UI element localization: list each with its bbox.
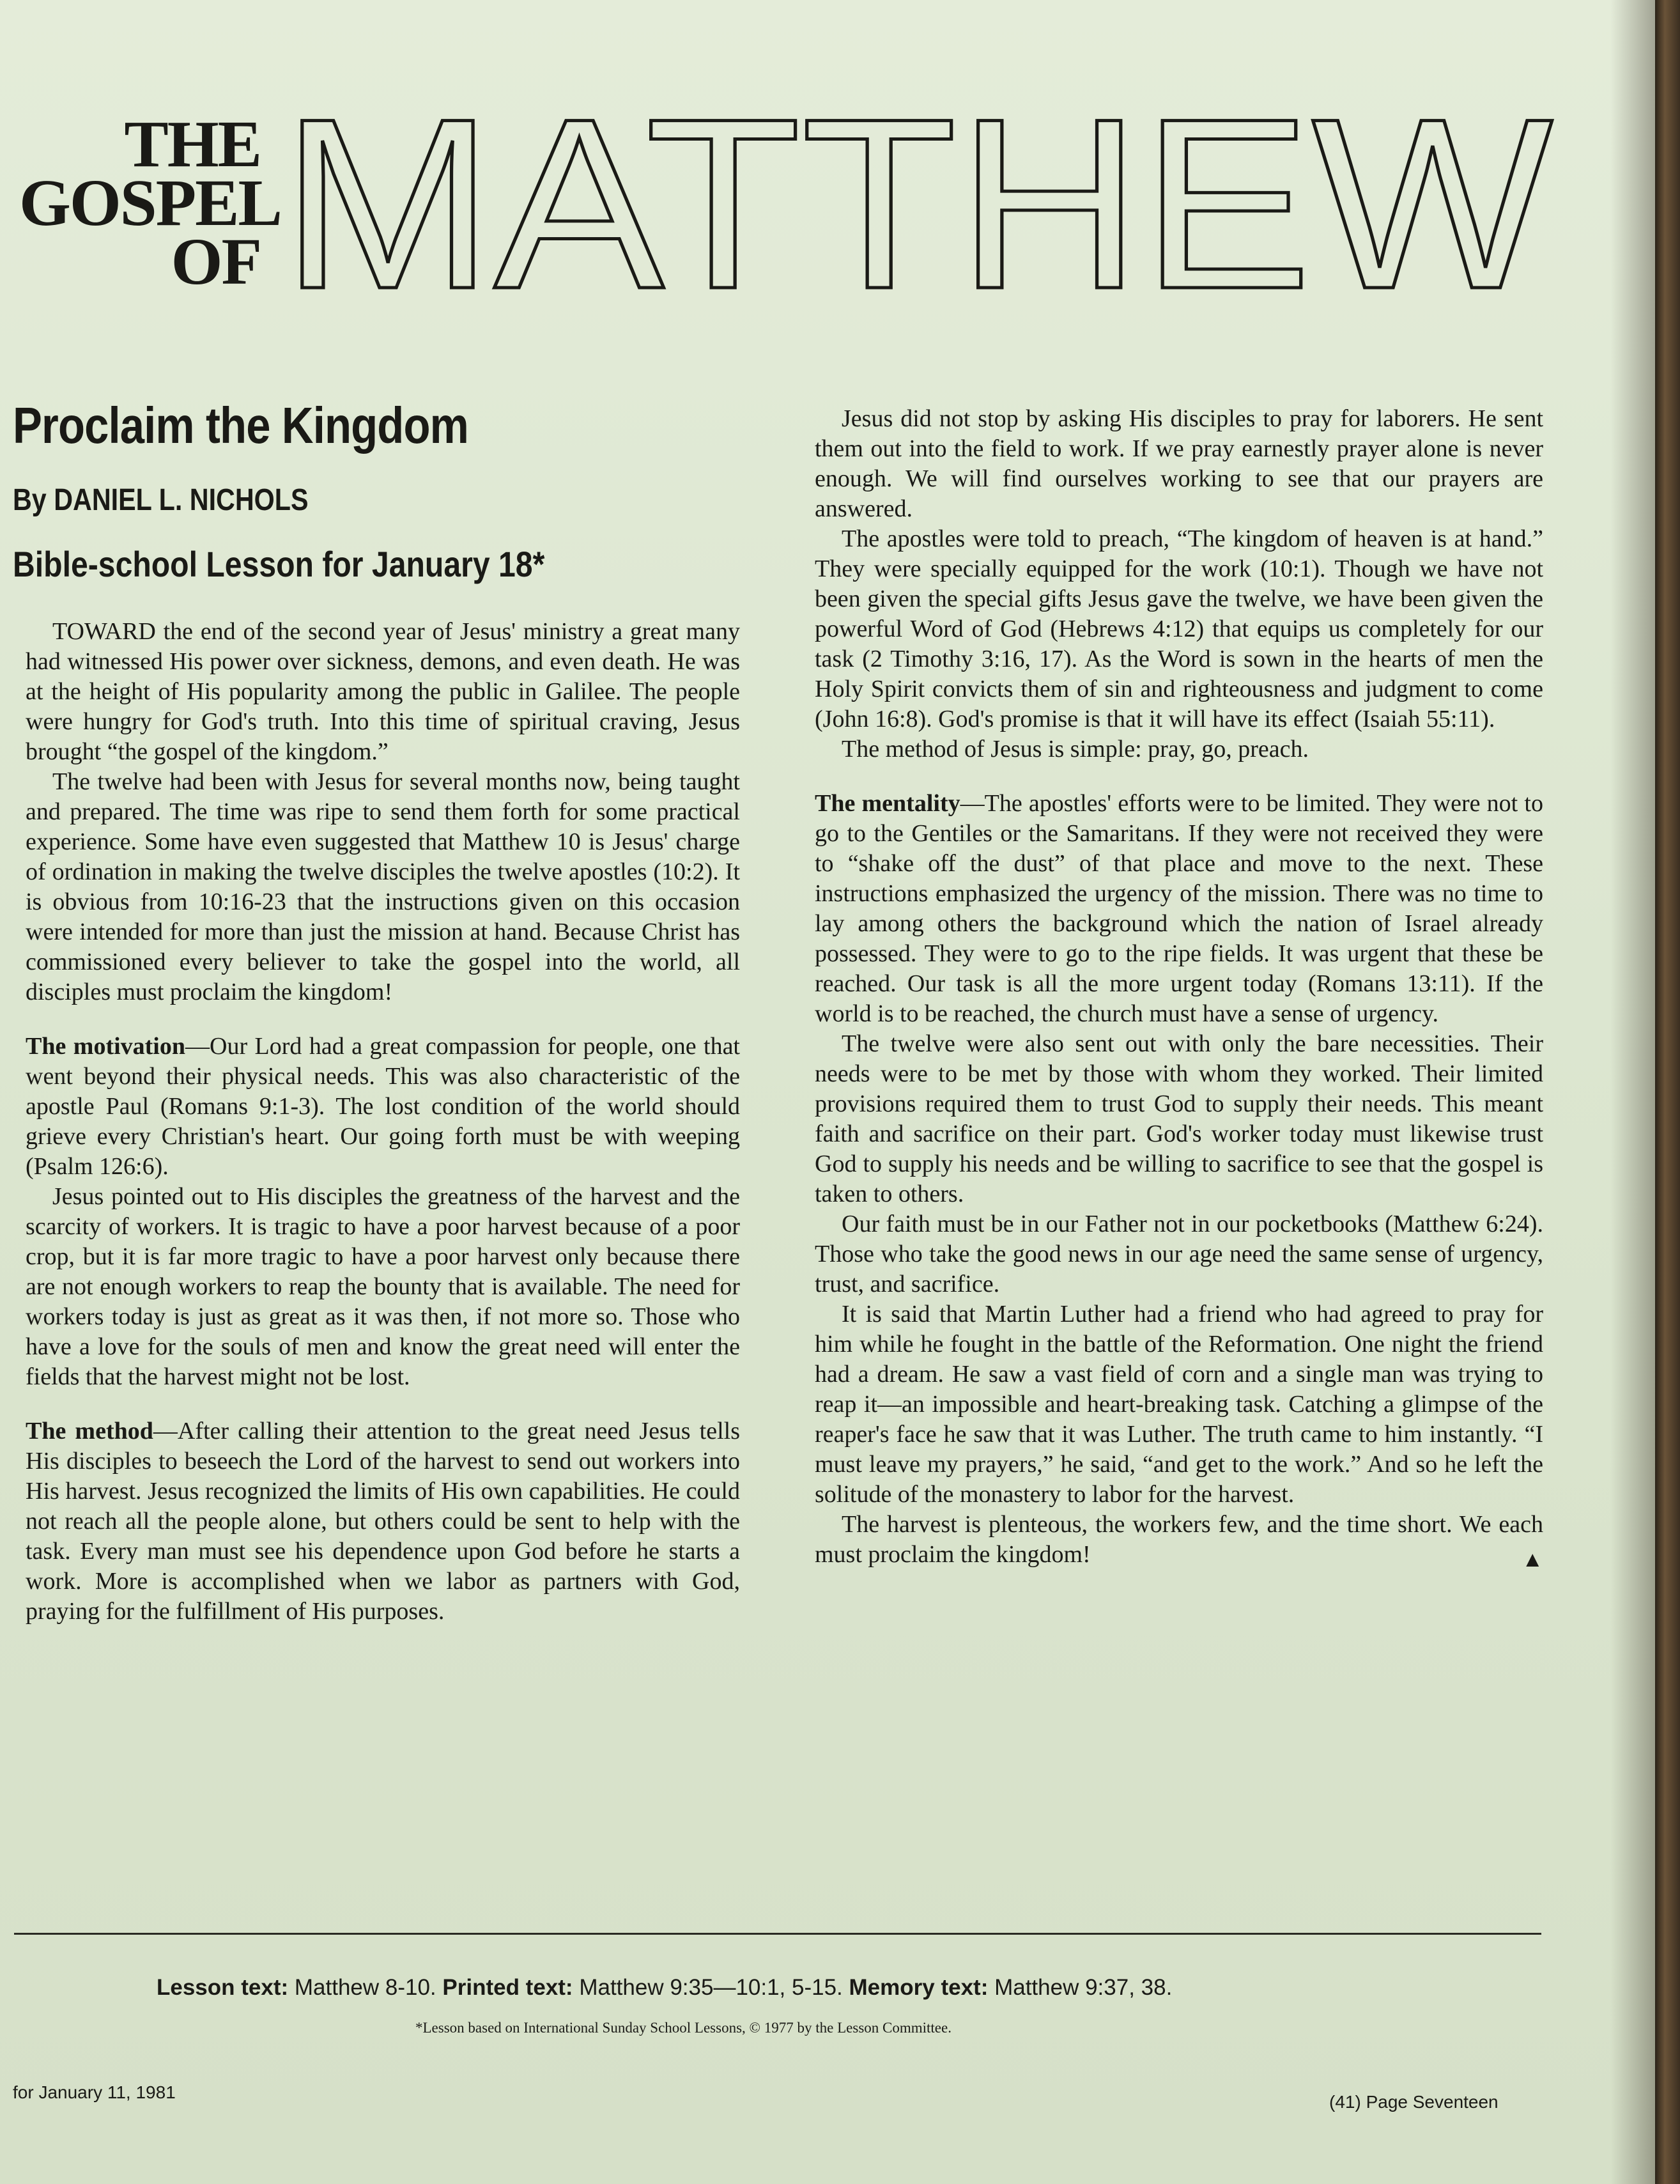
masthead-line-gospel: GOSPEL (19, 166, 281, 240)
article-title: Proclaim the Kingdom (13, 397, 468, 454)
horizontal-divider (14, 1933, 1541, 1935)
masthead-line-of: OF (171, 225, 261, 298)
section-text: —The apostles' efforts were to be limited. They were not to go to the Gentiles or the Samaritans. If they were not received they were to “shake off the dust” of that place and move to the next. These instructions emphasized the urgency of the mission. There was no time to lay among others the background which the nation of Israel already possessed. They were to go to the ripe fields. It was urgent that these be reached. Our task is all the more urgent today (Romans 13:11). If the world is to be reached, the church must have a sense of urgency. (815, 790, 1543, 1027)
section-heading: The motivation (26, 1033, 185, 1060)
printed-text-value: Matthew 9:35—10:1, 5-15. (573, 1975, 849, 2000)
memory-text-label: Memory text: (849, 1975, 989, 2000)
left-column (26, 617, 740, 1627)
section-method (26, 1416, 740, 1627)
memory-text-value: Matthew 9:37, 38. (988, 1975, 1173, 2000)
right-column (815, 404, 1543, 1575)
lesson-text-label: Lesson text: (157, 1975, 289, 2000)
masthead-matthew-text: MATTHEW (281, 105, 1555, 310)
section-heading: The mentality (815, 790, 960, 817)
section-heading: The method (26, 1418, 153, 1444)
footer-date: for January 11, 1981 (13, 2082, 176, 2102)
paragraph: The twelve were also sent out with only the bare necessities. Their needs were to be met by those with whom they worked. Their limited provisions required them to trust God to supply their needs. This meant faith and sacrifice on their part. God's worker today must likewise trust God to supply his needs and be willing to sacrifice to see that the gospel is taken to others. (815, 1030, 1543, 1207)
footer-page-number: (41) Page Seventeen (1329, 2092, 1499, 2112)
paragraph: TOWARD the end of the second year of Jesus' ministry a great many had witnessed His power over sickness, demons, and even death. He was at the height of His popularity among the public in Galilee. The people were hungry for God's truth. Into this time of spiritual craving, Jesus brought “the gospel of the kingdom.” (26, 618, 740, 765)
paragraph: The twelve had been with Jesus for several months now, being taught and prepared. The time was ripe to send them forth for some practical experience. Some have even suggested that Matthew 10 is Jesus' charge of ordination in making the twelve disciples the twelve apostles (10:2). It is obvious from 10:16-23 that the instructions given on this occasion were intended for more than just the mission at hand. Because Christ has commissioned every believer to take the gospel into the world, all disciples must proclaim the kingdom! (26, 768, 740, 1005)
section-text: —After calling their attention to the great need Jesus tells His disciples to beseech the Lord of the harvest to send out workers into His harvest. Jesus recognized the limits of His own capabilities. He could not reach all the people alone, but others could be sent to help with the task. Every man must see his dependence upon God before he starts a work. More is accomplished when we labor as partners with God, praying for the fulfillment of His purposes. (26, 1418, 740, 1625)
paragraph-final (815, 1510, 1543, 1570)
printed-text-label: Printed text: (442, 1975, 573, 2000)
lesson-text-value: Matthew 8-10. (288, 1975, 443, 2000)
paragraph: Jesus did not stop by asking His disciples to pray for laborers. He sent them out into the field to work. If we pray earnestly prayer alone is never enough. We will find ourselves working to see that our prayers are answered. (815, 405, 1543, 522)
section-motivation (26, 1032, 740, 1182)
paragraph: Our faith must be in our Father not in our pocketbooks (Matthew 6:24). Those who take the good news in our age need the same sense of urgency, trust, and sacrifice. (815, 1211, 1543, 1297)
lesson-text-line (157, 1975, 1172, 2001)
paragraph: It is said that Martin Luther had a friend who had agreed to pray for him while he fought in the battle of the Reformation. One night the friend had a dream. He saw a vast field of corn and a single man was trying to reap it—an impossible and heart-breaking task. Catching a glimpse of the reaper's face he saw that it was Luther. The truth came to him instantly. “I must leave my prayers,” he said, “and get to the work.” And so he left the solitude of the monastery to labor for the harvest. (815, 1301, 1543, 1508)
end-of-article-icon: ▲ (1522, 1548, 1543, 1572)
masthead-the-gospel-of (19, 107, 281, 298)
binding-spine (1655, 0, 1680, 2184)
section-mentality (815, 789, 1543, 1029)
paragraph: The apostles were told to preach, “The kingdom of heaven is at hand.” They were specially equipped for the work (10:1). Though we have not been given the special gifts Jesus gave the twelve, we have been given the powerful Word of God (Hebrews 4:12) that equips us completely for our task (2 Timothy 3:16, 17). As the Word is sown in the hearts of men the Holy Spirit convicts them of sin and righteousness and judgment to come (John 16:8). God's promise is that it will have its effect (Isaiah 55:11). (815, 525, 1543, 732)
footnote: *Lesson based on International Sunday School Lessons, © 1977 by the Lesson Committee. (415, 2020, 952, 2036)
article-byline: By DANIEL L. NICHOLS (13, 483, 309, 517)
paragraph: Jesus pointed out to His disciples the greatness of the harvest and the scarcity of workers. It is tragic to have a poor harvest because of a poor crop, but it is far more tragic to have a poor harvest only because there are not enough workers to reap the bounty that is available. The need for workers today is just as great as it was then, if not more so. Those who have a love for the souls of men and know the great need will enter the fields that the harvest might not be lost. (26, 1183, 740, 1390)
page-edge-shadow (1610, 0, 1655, 2184)
article-subtitle: Bible-school Lesson for January 18* (13, 544, 545, 584)
paragraph: The method of Jesus is simple: pray, go, preach. (842, 736, 1309, 763)
masthead-matthew (281, 105, 1559, 310)
section-text: —Our Lord had a great compassion for people, one that went beyond their physical needs. This was also characteristic of the apostle Paul (Romans 9:1-3). The lost condition of the world should grieve every Christian's heart. Our going forth must be with weeping (Psalm 126:6). (26, 1033, 740, 1180)
paragraph-text: The harvest is plenteous, the workers few, and the time short. We each must proclaim the kingdom! (815, 1511, 1543, 1568)
masthead-line-the: THE (124, 107, 261, 181)
